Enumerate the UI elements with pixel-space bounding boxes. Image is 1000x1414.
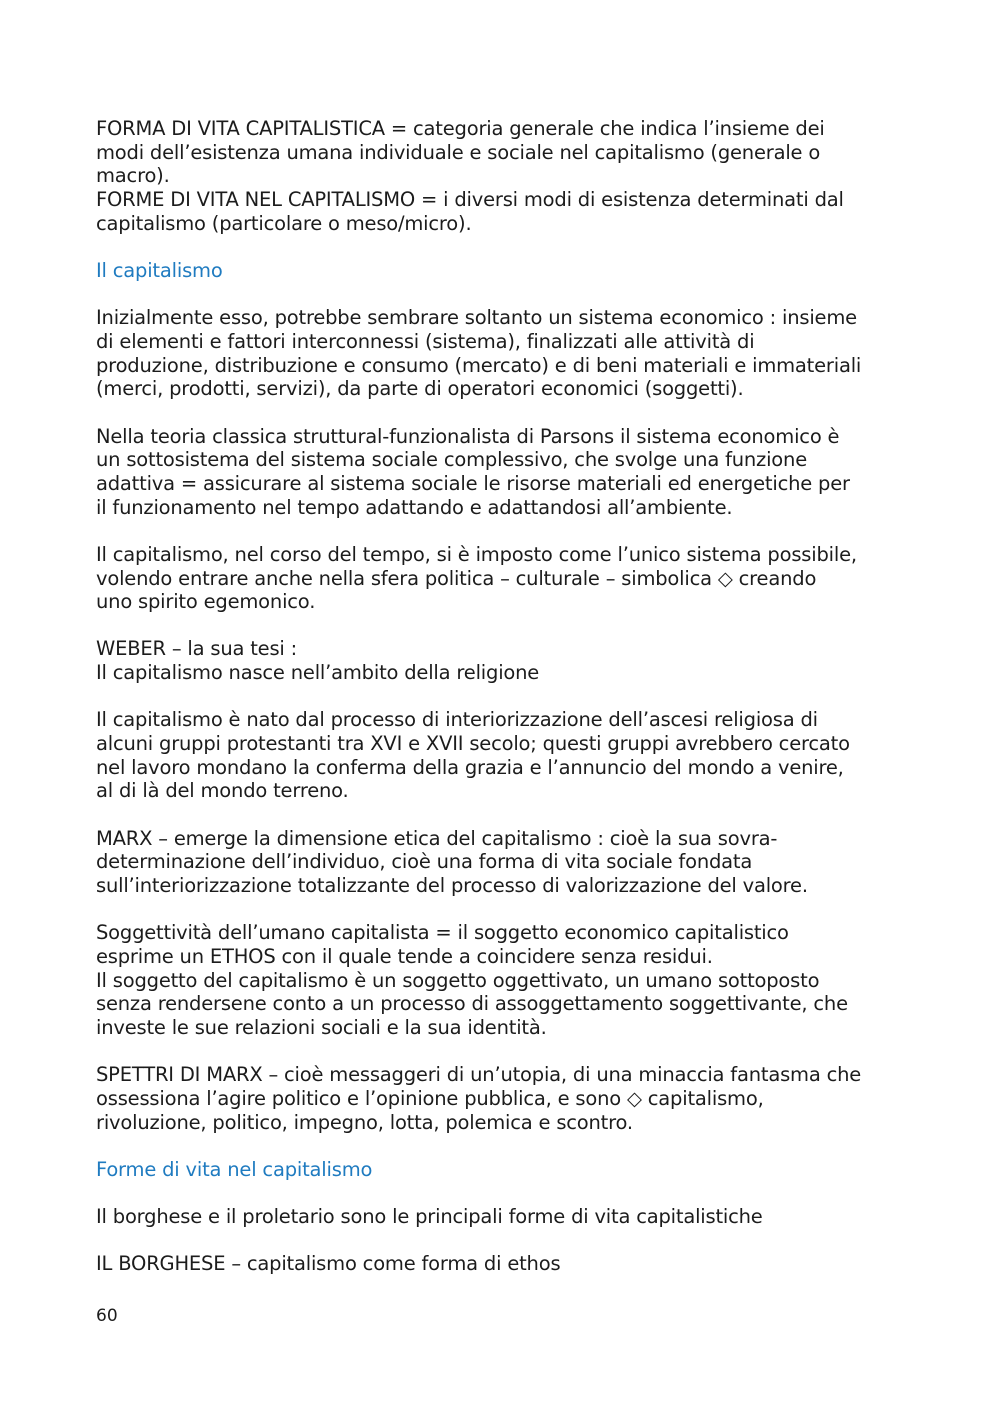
paragraph: [96, 117, 916, 236]
text-line: alcuni gruppi protestanti tra XVI e XVII secolo; questi gruppi avrebbero cercato: [96, 732, 850, 756]
text-line: modi dell’esistenza umana individuale e sociale nel capitalismo (generale o: [96, 140, 821, 164]
text-line: Il capitalismo nasce nell’ambito della religione: [96, 661, 540, 685]
text-line: capitalismo (particolare o meso/micro).: [96, 211, 472, 235]
text-line: volendo entrare anche nella sfera politica – culturale – simbolica ◇ creando: [96, 566, 817, 590]
section-heading: Forme di vita nel capitalismo: [96, 1157, 373, 1181]
text-line: Il soggetto del capitalismo è un soggetto oggettivato, un umano sottoposto: [96, 968, 820, 992]
paragraph: [96, 1205, 916, 1229]
paragraph: [96, 827, 916, 898]
section-heading: Il capitalismo: [96, 259, 223, 283]
text-line: FORME DI VITA NEL CAPITALISMO = i diversi modi di esistenza determinati dal: [96, 188, 844, 212]
text-line: FORMA DI VITA CAPITALISTICA = categoria generale che indica l’insieme dei: [96, 117, 825, 140]
text-line: rivoluzione, politico, impegno, lotta, polemica e scontro.: [96, 1110, 633, 1134]
paragraph: [96, 1063, 916, 1134]
text-line: Il borghese e il proletario sono le principali forme di vita capitalistiche: [96, 1205, 763, 1229]
text-line: determinazione dell’individuo, cioè una forma di vita sociale fondata: [96, 850, 753, 874]
text-line: investe le sue relazioni sociali e la sua identità.: [96, 1016, 547, 1040]
paragraph: [96, 921, 916, 1040]
text-line: senza rendersene conto a un processo di assoggettamento soggettivante, che: [96, 992, 848, 1016]
paragraph: [96, 306, 916, 401]
text-line: macro).: [96, 164, 170, 188]
paragraph: [96, 543, 916, 614]
text-line: (merci, prodotti, servizi), da parte di operatori economici (soggetti).: [96, 377, 744, 401]
paragraph: [96, 708, 916, 803]
text-line: produzione, distribuzione e consumo (mercato) e di beni materiali e immateriali: [96, 353, 862, 377]
text-line: al di là del mondo terreno.: [96, 779, 349, 803]
text-line: un sottosistema del sistema sociale complessivo, che svolge una funzione: [96, 448, 807, 472]
text-line: Nella teoria classica struttural-funzionalista di Parsons il sistema economico è: [96, 424, 840, 448]
text-line: adattiva = assicurare al sistema sociale le risorse materiali ed energetiche per: [96, 471, 850, 495]
text-line: MARX – emerge la dimensione etica del capitalismo : cioè la sua sovra-: [96, 826, 778, 850]
text-line: sull’interiorizzazione totalizzante del processo di valorizzazione del valore.: [96, 874, 808, 898]
paragraph: [96, 1252, 916, 1276]
paragraph: [96, 637, 916, 684]
text-line: SPETTRI DI MARX – cioè messaggeri di un’utopia, di una minaccia fantasma che: [96, 1063, 862, 1087]
text-line: Il capitalismo, nel corso del tempo, si è imposto come l’unico sistema possibile,: [96, 542, 857, 566]
text-line: esprime un ETHOS con il quale tende a coincidere senza residui.: [96, 944, 713, 968]
text-line: Soggettività dell’umano capitalista = il soggetto economico capitalistico: [96, 921, 789, 945]
text-line: ossessiona l’agire politico e l’opinione pubblica, e sono ◇ capitalismo,: [96, 1087, 764, 1110]
text-line: Il capitalismo è nato dal processo di interiorizzazione dell’ascesi religiosa di: [96, 708, 818, 732]
page-body: [96, 117, 916, 1300]
text-line: Inizialmente esso, potrebbe sembrare soltanto un sistema economico : insieme: [96, 306, 857, 330]
paragraph: [96, 425, 916, 520]
text-line: uno spirito egemonico.: [96, 590, 316, 614]
text-line: il funzionamento nel tempo adattando e adattandosi all’ambiente.: [96, 495, 733, 519]
text-line: IL BORGHESE – capitalismo come forma di ethos: [96, 1252, 561, 1276]
text-line: di elementi e fattori interconnessi (sistema), finalizzati alle attività di: [96, 329, 755, 353]
text-line: WEBER – la sua tesi :: [96, 637, 298, 661]
text-line: nel lavoro mondano la conferma della grazia e l’annuncio del mondo a venire,: [96, 755, 844, 779]
page-number: 60: [96, 1306, 118, 1326]
